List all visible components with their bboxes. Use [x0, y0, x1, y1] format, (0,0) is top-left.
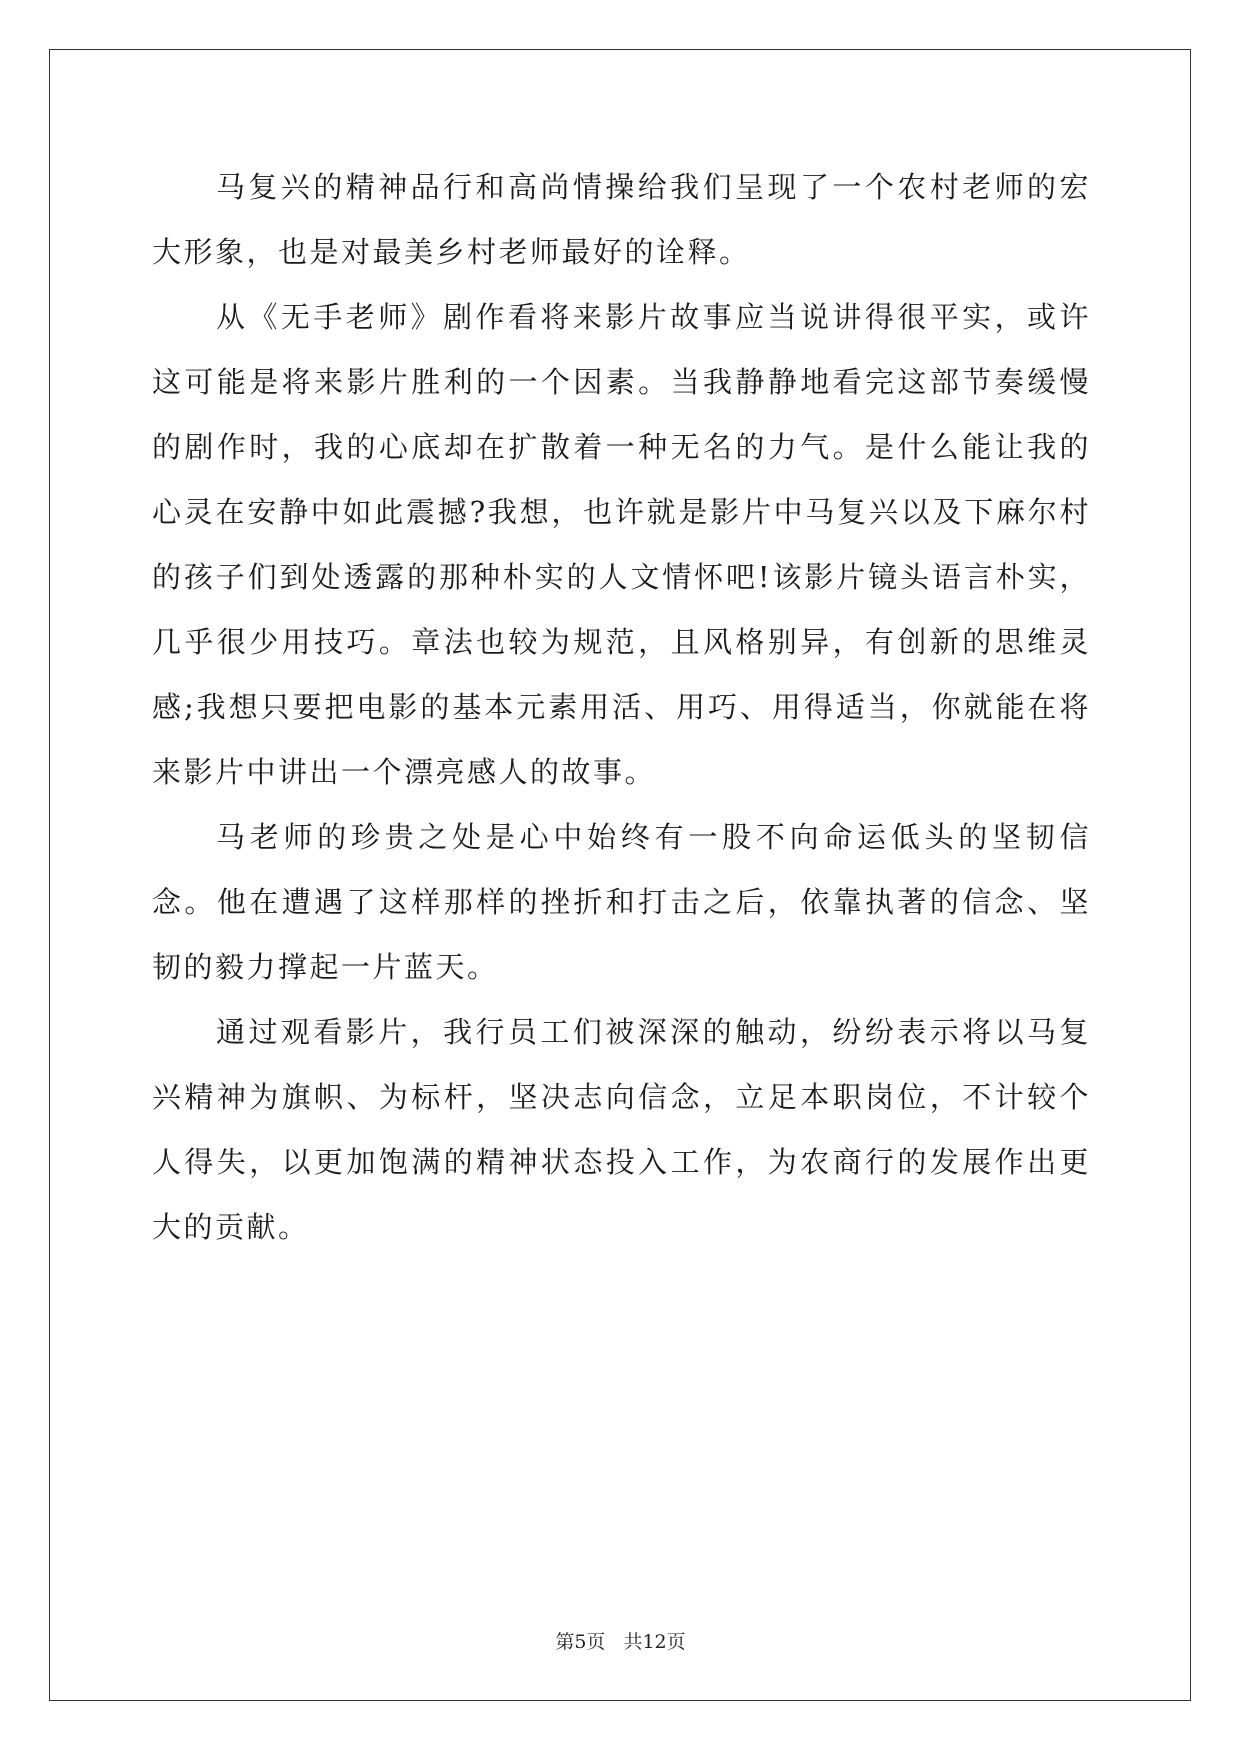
paragraph-4: 通过观看影片，我行员工们被深深的触动，纷纷表示将以马复兴精神为旗帜、为标杆，坚决志向信念，立足本职岗位，不计较个人得失，以更加饱满的精神状态投入工作，为农商行的发展作出更大的贡献。 — [152, 1015, 1091, 1244]
paragraph-1: 马复兴的精神品行和高尚情操给我们呈现了一个农村老师的宏大形象，也是对最美乡村老师最好的诠释。 — [152, 170, 1091, 269]
document-body — [152, 155, 1091, 1260]
page-number: 第5页 — [555, 1631, 606, 1653]
page-footer — [0, 1630, 1241, 1654]
paragraph-3: 马老师的珍贵之处是心中始终有一股不向命运低头的坚韧信念。他在遭遇了这样那样的挫折和打击之后，依靠执著的信念、坚韧的毅力撑起一片蓝天。 — [152, 820, 1091, 984]
paragraph-2: 从《无手老师》剧作看将来影片故事应当说讲得很平实，或许这可能是将来影片胜利的一个因素。当我静静地看完这部节奏缓慢的剧作时，我的心底却在扩散着一种无名的力气。是什么能让我的心灵在安静中如此震撼?我想，也许就是影片中马复兴以及下麻尔村的孩子们到处透露的那种朴实的人文情怀吧!该影片镜头语言朴实，几乎很少用技巧。章法也较为规范，且风格别异，有创新的思维灵感;我想只要把电影的基本元素用活、用巧、用得适当，你就能在将来影片中讲出一个漂亮感人的故事。 — [152, 300, 1091, 789]
page-total: 共12页 — [623, 1631, 686, 1653]
